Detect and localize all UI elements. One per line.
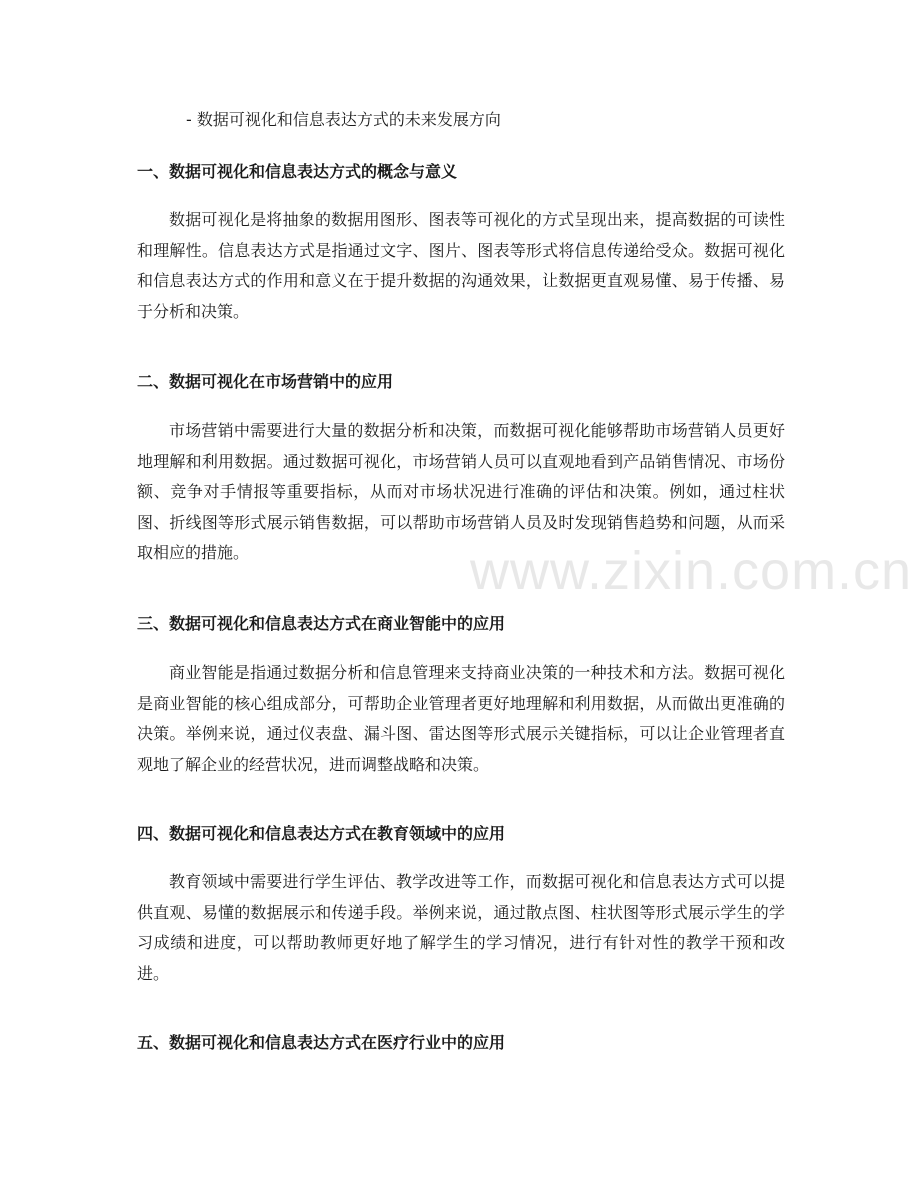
section-heading-4: 四、数据可视化和信息表达方式在教育领域中的应用 xyxy=(137,824,506,843)
section-heading-1: 一、数据可视化和信息表达方式的概念与意义 xyxy=(137,162,458,181)
outline-item: - 数据可视化和信息表达方式的未来发展方向 xyxy=(186,110,501,129)
watermark: www.zixin.com.cn xyxy=(470,541,913,601)
section-paragraph-4: 教育领域中需要进行学生评估、教学改进等工作，而数据可视化和信息表达方式可以提供直观、易懂的数据展示和传递手段。举例来说，通过散点图、柱状图等形式展示学生的学习成绩和进度，可以帮助教师更好地了解学生的学习情况，进行有针对性的教学干预和改进。 xyxy=(137,872,785,983)
section-paragraph-2: 市场营销中需要进行大量的数据分析和决策，而数据可视化能够帮助市场营销人员更好地理解和利用数据。通过数据可视化，市场营销人员可以直观地看到产品销售情况、市场份额、竞争对手情报等重要指标，从而对市场状况进行准确的评估和决策。例如，通过柱状图、折线图等形式展示销售数据，可以帮助市场营销人员及时发现销售趋势和问题，从而采取相应的措施。 xyxy=(137,421,785,562)
section-paragraph-3: 商业智能是指通过数据分析和信息管理来支持商业决策的一种技术和方法。数据可视化是商业智能的核心组成部分，可帮助企业管理者更好地理解和利用数据，从而做出更准确的决策。举例来说，通过仪表盘、漏斗图、雷达图等形式展示关键指标，可以让企业管理者直观地了解企业的经营状况，进而调整战略和决策。 xyxy=(137,663,785,774)
section-heading-5: 五、数据可视化和信息表达方式在医疗行业中的应用 xyxy=(137,1033,506,1052)
section-paragraph-1: 数据可视化是将抽象的数据用图形、图表等可视化的方式呈现出来，提高数据的可读性和理解性。信息表达方式是指通过文字、图片、图表等形式将信息传递给受众。数据可视化和信息表达方式的作用和意义在于提升数据的沟通效果，让数据更直观易懂、易于传播、易于分析和决策。 xyxy=(137,210,785,321)
section-heading-2: 二、数据可视化在市场营销中的应用 xyxy=(137,372,394,391)
section-heading-3: 三、数据可视化和信息表达方式在商业智能中的应用 xyxy=(137,614,506,633)
